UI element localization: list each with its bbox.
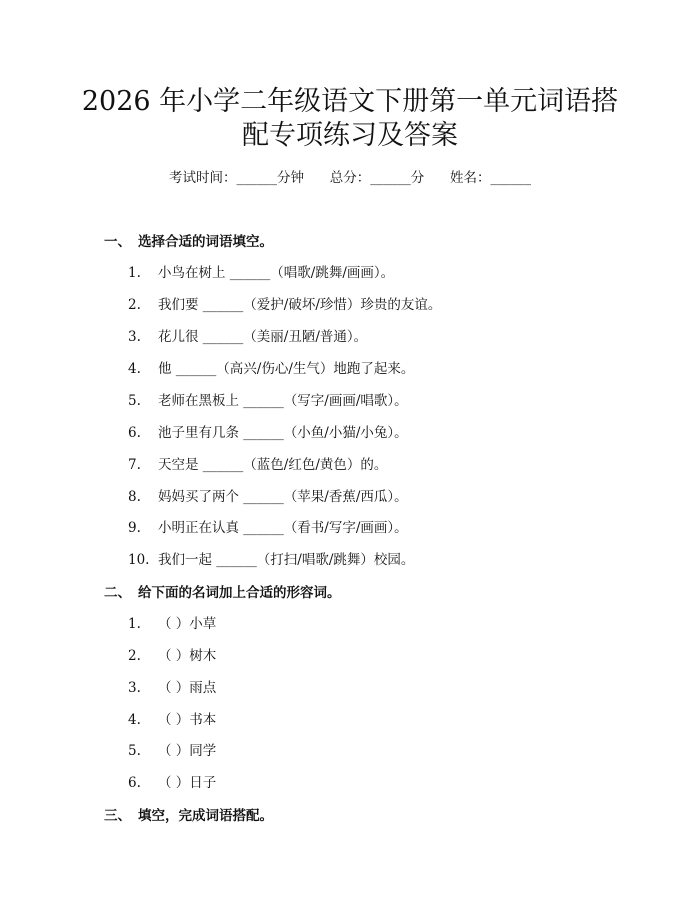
question-item [128, 293, 441, 313]
exam-time-field: 考试时间：______分钟 [169, 170, 304, 186]
question-text: 他 ______（高兴/伤心/生气）地跑了起来。 [158, 361, 415, 377]
question-item [128, 261, 394, 281]
question-index: 10. [128, 552, 150, 568]
section-heading-1 [104, 230, 273, 250]
question-item [128, 708, 216, 728]
question-index: 4. [128, 712, 141, 728]
question-index: 7. [128, 457, 141, 473]
question-item [128, 612, 216, 632]
question-text: 老师在黑板上 ______（写字/画画/唱歌）。 [158, 393, 408, 409]
section-number: 三、 [104, 808, 131, 824]
question-text: （ ）雨点 [158, 680, 217, 696]
question-item [128, 485, 408, 505]
section-heading-3 [104, 804, 273, 824]
question-item [128, 357, 414, 377]
question-text: 池子里有几条 ______（小鱼/小猫/小兔）。 [158, 425, 408, 441]
question-text: 天空是 ______（蓝色/红色/黄色）的。 [158, 457, 388, 473]
question-index: 1. [128, 265, 141, 281]
section-title: 填空，完成词语搭配。 [138, 808, 273, 824]
student-name-field: 姓名：______ [450, 170, 531, 186]
question-item [128, 644, 216, 664]
question-index: 2. [128, 648, 141, 664]
question-index: 6. [128, 425, 141, 441]
section-title: 给下面的名词加上合适的形容词。 [138, 585, 341, 601]
question-item [128, 389, 408, 409]
question-index: 5. [128, 743, 141, 759]
question-text: 我们要 ______（爱护/破坏/珍惜）珍贵的友谊。 [158, 297, 442, 313]
total-score-field: 总分：______分 [329, 170, 425, 186]
section-number: 二、 [104, 585, 131, 601]
question-text: （ ）日子 [158, 775, 217, 791]
section-heading-2 [104, 581, 341, 601]
exam-meta [0, 166, 700, 186]
question-index: 6. [128, 775, 141, 791]
question-item [128, 421, 408, 441]
question-text: （ ）书本 [158, 712, 217, 728]
question-text: （ ）小草 [158, 616, 217, 632]
question-item [128, 516, 408, 536]
question-index: 2. [128, 297, 141, 313]
question-text: 花儿很 ______（美丽/丑陋/普通）。 [158, 329, 368, 345]
section-number: 一、 [104, 234, 131, 250]
question-index: 9. [128, 520, 141, 536]
question-item [128, 548, 414, 568]
question-index: 3. [128, 680, 141, 696]
question-item [128, 325, 367, 345]
page-title-line-1: 2026 年小学二年级语文下册第一单元词语搭 [81, 86, 619, 117]
question-item [128, 453, 387, 473]
question-text: （ ）同学 [158, 743, 217, 759]
question-item [128, 676, 216, 696]
question-text: 我们一起 ______（打扫/唱歌/跳舞）校园。 [158, 552, 415, 568]
question-text: （ ）树木 [158, 648, 217, 664]
question-text: 小鸟在树上 ______（唱歌/跳舞/画画）。 [158, 265, 395, 281]
section-title: 选择合适的词语填空。 [138, 234, 273, 250]
question-text: 小明正在认真 ______（看书/写字/画画）。 [158, 520, 408, 536]
page-title-line-2: 配专项练习及答案 [242, 120, 458, 151]
question-index: 8. [128, 489, 141, 505]
question-index: 1. [128, 616, 141, 632]
question-index: 3. [128, 329, 141, 345]
question-index: 4. [128, 361, 141, 377]
question-item [128, 771, 216, 791]
question-item [128, 739, 216, 759]
question-index: 5. [128, 393, 141, 409]
question-text: 妈妈买了两个 ______（苹果/香蕉/西瓜）。 [158, 489, 408, 505]
